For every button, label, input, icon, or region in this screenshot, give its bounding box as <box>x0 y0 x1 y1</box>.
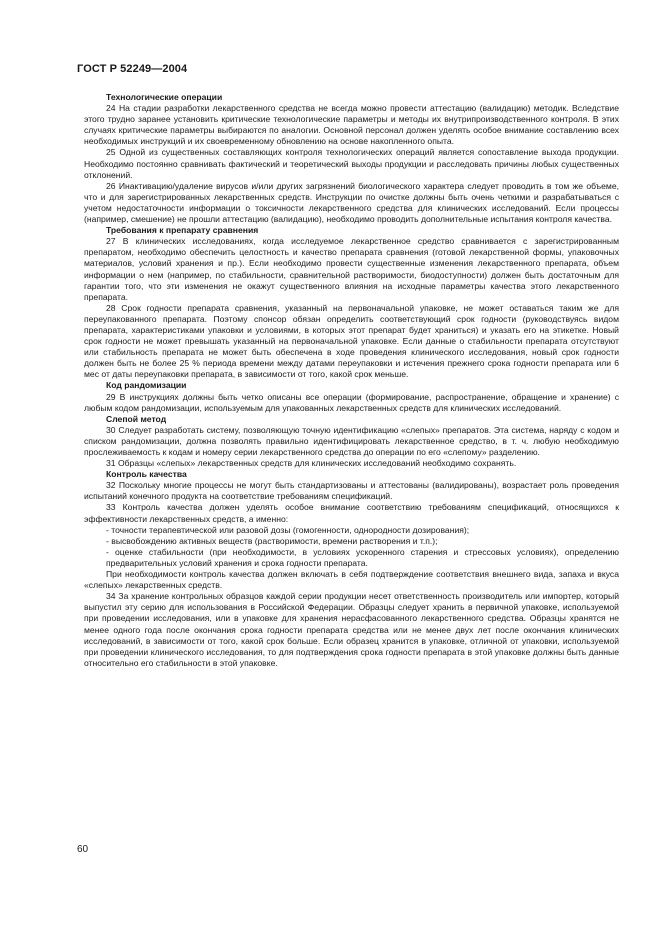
paragraph-32: 32 Поскольку многие процессы не могут быть стандартизованы и аттестованы (валидированы), возрастает роль проведения испытаний конечного продукта на соответствие требованиям спецификаций. <box>84 480 619 502</box>
paragraph-27: 27 В клинических исследованиях, когда исследуемое лекарственное средство сравнивается с зарегистрированным препаратом, необходимо обеспечить целостность и качество препарата сравнения (готовой лекарственной формы, упаковочных материалов, условий хранения и пр.). Если необходимо провести существенные изменения лекарственного препарата, объем информации о нем (например, по стабильности, сравнительной растворимости, биодоступности) должен быть достаточным для гарантии того, что эти изменения не окажут существенного влияния на исходные параметры качества этого лекарственного препарата. <box>84 236 619 302</box>
paragraph-33: 33 Контроль качества должен уделять особое внимание соответствию требованиям спецификаций, относящихся к эффективности лекарственных средств, а именно: <box>84 502 619 524</box>
paragraph-31: 31 Образцы «слепых» лекарственных средств для клинических исследований необходимо сохранять. <box>106 458 517 469</box>
paragraph-34: 34 За хранение контрольных образцов каждой серии продукции несет ответственность производитель или импортер, который выпустил эту серию для использования в Российской Федерации. Образцы следует хранить в первичной упаковке, используемой при проведении исследования, или в упаковке для хранения нерасфасованного лекарственного средства. Образцы хранятся не менее одного года после окончания срока годности препарата средства или не менее двух лет после окончания клинических исследований, в зависимости от того, какой срок больше. Если образец хранится в упаковке, отличной от упаковки, используемой при проведении клинического исследования, то для подтверждения срока годности препарата в этой упаковке должны быть данные относительно его стабильности в этой упаковке. <box>84 591 619 668</box>
page-number: 60 <box>77 844 89 855</box>
heading-blinding: Слепой метод <box>106 413 167 424</box>
paragraph-26: 26 Инактивацию/удаление вирусов и/или других загрязнений биологического характера следует проводить в том же объеме, что и для зарегистрированных лекарственных средств. Инструкции по очистке должны быть очень четкими и разрабатываться с учетом недостаточности информации о токсичности лекарственного средства для клинических исследований. Если процессы (например, смешение) не прошли аттестацию (валидацию), необходимо проводить дополнительные испытания контроля качества. <box>84 180 619 225</box>
paragraph-25: 25 Одной из существенных составляющих контроля технологических операций является сопоставление выхода продукции. Необходимо постоянно сравнивать фактический и теоретический выходы продукции и расследовать причины любых существенных отклонений. <box>84 147 619 180</box>
standard-title: ГОСТ Р 52249—2004 <box>77 63 188 75</box>
paragraph-33-continued: При необходимости контроль качества должен включать в себя подтверждение соответствия внешнего вида, запаха и вкуса «слепых» лекарственных средств. <box>84 569 619 591</box>
paragraph-30: 30 Следует разработать систему, позволяющую точную идентификацию «слепых» препаратов. Эта система, наряду с кодом и списком рандомизации, должна позволять правильно идентифицировать лекарственное средство, в т. ч. любую необходимую прослеживаемость к кодам и номеру серии лекарственного средства до операции по его «слепому» разделению. <box>84 424 619 457</box>
heading-quality-control: Контроль качества <box>106 469 187 480</box>
heading-technological-operations: Технологические операции <box>106 92 223 102</box>
list-item: - точности терапевтической или разовой дозы (гомогенности, однородности дозирования); <box>106 524 470 535</box>
heading-randomization-code: Код рандомизации <box>106 380 187 391</box>
list-item: - высвобождению активных веществ (растворимости, времени растворения и т.п.); <box>106 535 438 546</box>
document-body <box>84 92 619 669</box>
paragraph-28: 28 Срок годности препарата сравнения, указанный на первоначальной упаковке, не может оставаться таким же для переупакованного препарата. Поэтому спонсор обязан определить соответствующий срок годности (руководствуясь видом препарата, характеристиками упаковки и условиями, в которых этот препарат будет храниться) и указать его на этикетке. Новый срок годности не может превышать указанный на первоначальной упаковке. Если данные о стабильности препарата отсутствуют или стабильность препарата не может быть обеспечена в ходе проведения клинического исследования, новый срок годности должен быть не более 25 % периода времени между датами переупаковки и истечения прежнего срока годности препарата или 6 мес от даты переупаковки препарата, в зависимости от того, какой срок меньше. <box>84 302 619 380</box>
heading-comparator-requirements: Требования к препарату сравнения <box>106 225 259 236</box>
paragraph-29: 29 В инструкциях должны быть четко описаны все операции (формирование, распространение, обращение и хранение) с любым кодом рандомизации, используемым для упакованных лекарственных средств для клинических исследований. <box>84 391 619 413</box>
paragraph-24: 24 На стадии разработки лекарственного средства не всегда можно провести аттестацию (валидацию) методик. Вследствие этого трудно заранее установить критические технологические параметры и методы их внутрипроизводственного контроля. В этих случаях критические параметры выбираются по аналогии. Основной персонал должен уделять особое внимание составлению всех необходимых инструкций и их своевременному обновлению на основе накопленного опыта. <box>84 103 619 147</box>
list-item: - оценке стабильности (при необходимости, в условиях ускоренного старения и стрессовых условиях), определению предварительных условий хранения и срока годности препарата. <box>106 546 619 568</box>
